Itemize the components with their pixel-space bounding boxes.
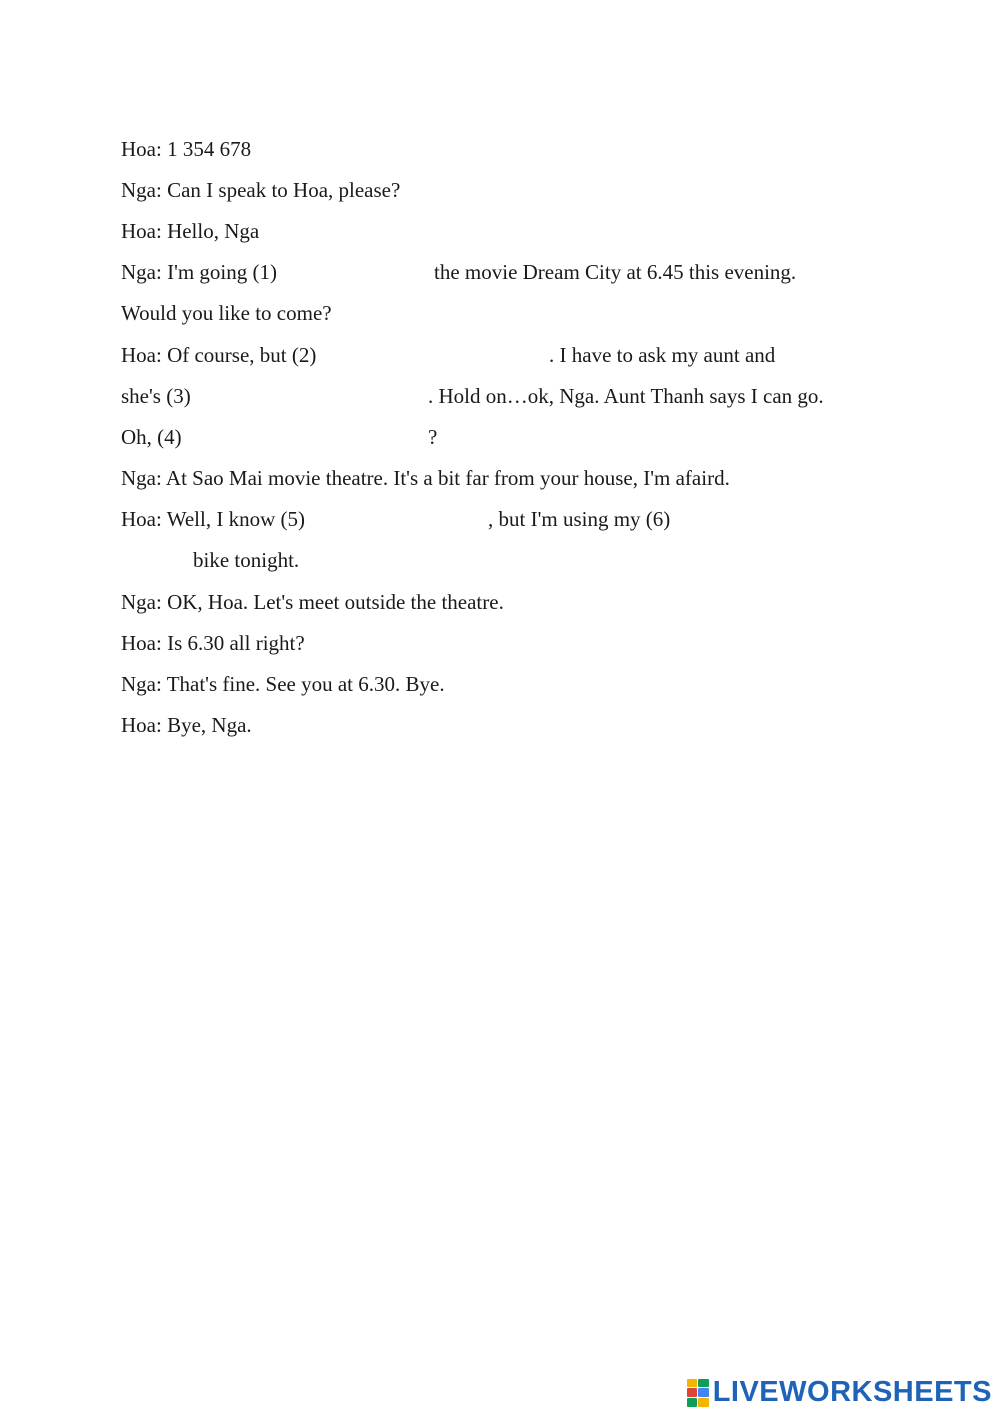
dialogue-line-2	[121, 177, 400, 203]
dialogue-text: bike tonight.	[193, 548, 300, 572]
dialogue-text-after-blank-1: the movie Dream City at 6.45 this evening.	[434, 260, 797, 284]
dialogue-text: Would you like to come?	[121, 301, 332, 325]
dialogue-line-14	[121, 671, 445, 697]
dialogue-line-15	[121, 712, 252, 738]
dialogue-text-after-blank-2: . I have to ask my aunt and	[549, 343, 776, 367]
liveworksheets-logo	[687, 1376, 992, 1409]
dialogue-line-10	[121, 506, 881, 532]
dialogue-text: Hoa: Hello, Nga	[121, 219, 260, 243]
dialogue-text: Nga: That's fine. See you at 6.30. Bye.	[121, 672, 445, 696]
dialogue-text-after-blank-5: , but I'm using my (6)	[488, 507, 671, 531]
dialogue-line-9	[121, 465, 730, 491]
dialogue-line-3	[121, 218, 259, 244]
dialogue-text: Hoa: Of course, but (2)	[121, 343, 317, 367]
dialogue-text: Hoa: 1 354 678	[121, 137, 252, 161]
dialogue-line-8	[121, 424, 881, 450]
dialogue-text: she's (3)	[121, 384, 191, 408]
dialogue-text: Hoa: Bye, Nga.	[121, 713, 252, 737]
dialogue-line-7	[121, 383, 881, 409]
dialogue-line-11	[193, 547, 299, 573]
dialogue-text: Nga: Can I speak to Hoa, please?	[121, 178, 401, 202]
dialogue-text: Oh, (4)	[121, 425, 182, 449]
dialogue-line-6	[121, 342, 881, 368]
dialogue-text-after-blank-4: ?	[428, 425, 438, 449]
dialogue-text-after-blank-3: . Hold on…ok, Nga. Aunt Thanh says I can go.	[428, 384, 824, 408]
liveworksheets-logo-icon	[687, 1379, 709, 1407]
dialogue-line-4	[121, 259, 881, 285]
dialogue-text: Nga: At Sao Mai movie theatre. It's a bit far from your house, I'm afaird.	[121, 466, 730, 490]
dialogue-line-1	[121, 136, 251, 162]
liveworksheets-logo-text: LIVEWORKSHEETS	[712, 1376, 992, 1408]
dialogue-text: Hoa: Is 6.30 all right?	[121, 631, 305, 655]
dialogue-text: Nga: OK, Hoa. Let's meet outside the theatre.	[121, 590, 504, 614]
dialogue-line-13	[121, 630, 305, 656]
dialogue-text: Hoa: Well, I know (5)	[121, 507, 305, 531]
dialogue-text: Nga: I'm going (1)	[121, 260, 278, 284]
dialogue-line-12	[121, 589, 504, 615]
dialogue-line-5	[121, 300, 332, 326]
